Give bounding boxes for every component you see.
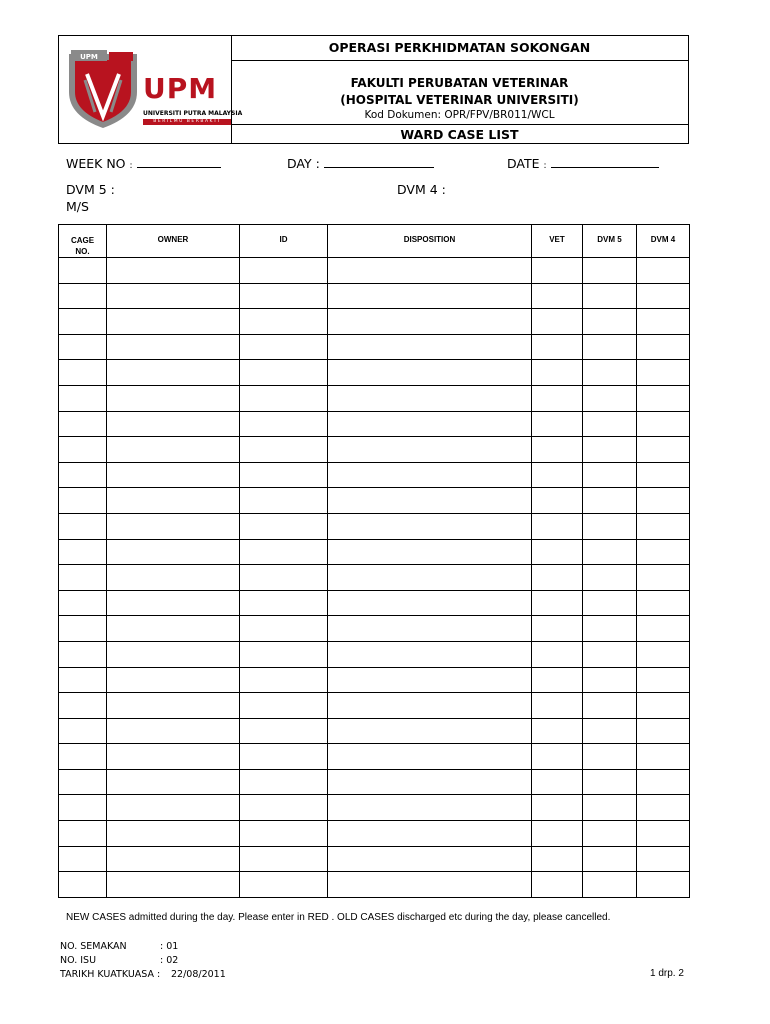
logo-university-name: UNIVERSITI PUTRA MALAYSIA bbox=[143, 110, 243, 117]
table-cell[interactable] bbox=[583, 667, 637, 693]
date-input-line[interactable] bbox=[551, 155, 659, 168]
table-cell[interactable] bbox=[240, 565, 328, 591]
faculty-name: FAKULTI PERUBATAN VETERINAR bbox=[350, 76, 569, 90]
week-input-line[interactable] bbox=[137, 155, 221, 168]
table-cell[interactable] bbox=[107, 565, 240, 591]
table-cell[interactable] bbox=[637, 437, 690, 463]
table-cell[interactable] bbox=[59, 411, 107, 437]
table-row bbox=[59, 385, 690, 411]
table-row bbox=[59, 872, 690, 898]
table-cell[interactable] bbox=[637, 821, 690, 847]
table-cell[interactable] bbox=[240, 693, 328, 719]
table-cell[interactable] bbox=[59, 667, 107, 693]
table-cell[interactable] bbox=[107, 795, 240, 821]
table-cell[interactable] bbox=[59, 872, 107, 898]
table-cell[interactable] bbox=[107, 462, 240, 488]
table-cell[interactable] bbox=[59, 641, 107, 667]
table-cell[interactable] bbox=[59, 590, 107, 616]
table-cell[interactable] bbox=[328, 488, 532, 514]
table-cell[interactable] bbox=[637, 565, 690, 591]
column-header-dvm5: DVM 5 bbox=[583, 225, 637, 258]
table-cell[interactable] bbox=[59, 846, 107, 872]
table-cell[interactable] bbox=[59, 513, 107, 539]
day-label: DAY : bbox=[287, 156, 320, 171]
table-cell[interactable] bbox=[532, 872, 583, 898]
table-cell[interactable] bbox=[240, 462, 328, 488]
isu-value: : 02 bbox=[160, 955, 179, 966]
divider bbox=[231, 124, 688, 125]
table-cell[interactable] bbox=[240, 334, 328, 360]
table-cell[interactable] bbox=[240, 488, 328, 514]
upm-logo bbox=[65, 50, 243, 130]
table-cell[interactable] bbox=[583, 488, 637, 514]
table-cell[interactable] bbox=[532, 744, 583, 770]
table-cell[interactable] bbox=[532, 462, 583, 488]
table-row bbox=[59, 309, 690, 335]
table-cell[interactable] bbox=[583, 411, 637, 437]
table-row bbox=[59, 462, 690, 488]
form-title: WARD CASE LIST bbox=[400, 127, 519, 142]
table-cell[interactable] bbox=[59, 616, 107, 642]
column-header-cage-no: CAGE NO. bbox=[59, 225, 107, 258]
table-row bbox=[59, 437, 690, 463]
table-cell[interactable] bbox=[328, 385, 532, 411]
table-cell[interactable] bbox=[637, 846, 690, 872]
table-cell[interactable] bbox=[532, 283, 583, 309]
table-cell[interactable] bbox=[532, 641, 583, 667]
table-cell[interactable] bbox=[328, 437, 532, 463]
table-cell[interactable] bbox=[328, 693, 532, 719]
table-cell[interactable] bbox=[637, 411, 690, 437]
table-cell[interactable] bbox=[637, 488, 690, 514]
table-cell[interactable] bbox=[59, 360, 107, 386]
logo-motto: BERILMU BERBAKTI bbox=[143, 119, 231, 125]
table-row bbox=[59, 821, 690, 847]
table-cell[interactable] bbox=[328, 513, 532, 539]
table-cell[interactable] bbox=[328, 821, 532, 847]
table-cell[interactable] bbox=[328, 846, 532, 872]
table-cell[interactable] bbox=[59, 795, 107, 821]
table-cell[interactable] bbox=[583, 693, 637, 719]
table-cell[interactable] bbox=[532, 513, 583, 539]
table-cell[interactable] bbox=[637, 744, 690, 770]
table-cell[interactable] bbox=[637, 360, 690, 386]
table-cell[interactable] bbox=[240, 590, 328, 616]
table-cell[interactable] bbox=[328, 411, 532, 437]
table-cell[interactable] bbox=[59, 821, 107, 847]
table-cell[interactable] bbox=[59, 258, 107, 284]
table-cell[interactable] bbox=[328, 872, 532, 898]
table-cell[interactable] bbox=[59, 309, 107, 335]
table-cell[interactable] bbox=[532, 693, 583, 719]
table-cell[interactable] bbox=[107, 258, 240, 284]
table-cell[interactable] bbox=[583, 744, 637, 770]
table-cell[interactable] bbox=[637, 462, 690, 488]
table-cell[interactable] bbox=[583, 769, 637, 795]
table-row bbox=[59, 334, 690, 360]
table-row bbox=[59, 744, 690, 770]
table-cell[interactable] bbox=[637, 590, 690, 616]
document-header bbox=[58, 35, 689, 144]
table-cell[interactable] bbox=[107, 641, 240, 667]
table-cell[interactable] bbox=[107, 539, 240, 565]
table-row bbox=[59, 667, 690, 693]
logo-tag: UPM bbox=[80, 53, 98, 61]
column-header-vet: VET bbox=[532, 225, 583, 258]
table-row bbox=[59, 411, 690, 437]
week-label: WEEK NO bbox=[66, 156, 126, 171]
title-cell bbox=[231, 36, 688, 143]
table-cell[interactable] bbox=[583, 846, 637, 872]
column-header-id: ID bbox=[240, 225, 328, 258]
table-cell[interactable] bbox=[59, 769, 107, 795]
table-cell[interactable] bbox=[328, 641, 532, 667]
table-cell[interactable] bbox=[532, 718, 583, 744]
table-cell[interactable] bbox=[532, 667, 583, 693]
table-cell[interactable] bbox=[583, 565, 637, 591]
table-cell[interactable] bbox=[240, 667, 328, 693]
table-cell[interactable] bbox=[107, 334, 240, 360]
table-cell[interactable] bbox=[583, 590, 637, 616]
table-cell[interactable] bbox=[637, 795, 690, 821]
table-cell[interactable] bbox=[240, 258, 328, 284]
table-cell[interactable] bbox=[59, 283, 107, 309]
table-cell[interactable] bbox=[532, 769, 583, 795]
table-row bbox=[59, 513, 690, 539]
table-cell[interactable] bbox=[240, 411, 328, 437]
table-cell[interactable] bbox=[59, 744, 107, 770]
table-cell[interactable] bbox=[583, 360, 637, 386]
column-header-owner: OWNER bbox=[107, 225, 240, 258]
table-cell[interactable] bbox=[328, 309, 532, 335]
operations-title: OPERASI PERKHIDMATAN SOKONGAN bbox=[328, 40, 591, 55]
table-row bbox=[59, 488, 690, 514]
table-cell[interactable] bbox=[107, 718, 240, 744]
table-cell[interactable] bbox=[532, 385, 583, 411]
table-cell[interactable] bbox=[532, 411, 583, 437]
table-cell[interactable] bbox=[532, 821, 583, 847]
table-cell[interactable] bbox=[240, 385, 328, 411]
table-cell[interactable] bbox=[328, 565, 532, 591]
date-label: DATE bbox=[507, 156, 540, 171]
table-cell[interactable] bbox=[328, 283, 532, 309]
table-cell[interactable] bbox=[240, 539, 328, 565]
tarikh-value: 22/08/2011 bbox=[171, 969, 226, 980]
table-cell[interactable] bbox=[107, 437, 240, 463]
table-cell[interactable] bbox=[107, 385, 240, 411]
table-cell[interactable] bbox=[637, 385, 690, 411]
table-cell[interactable] bbox=[240, 641, 328, 667]
table-cell[interactable] bbox=[637, 641, 690, 667]
tarikh-label: TARIKH KUATKUASA : bbox=[60, 969, 161, 980]
table-cell[interactable] bbox=[107, 309, 240, 335]
table-cell[interactable] bbox=[59, 437, 107, 463]
table-cell[interactable] bbox=[240, 360, 328, 386]
table-cell[interactable] bbox=[637, 616, 690, 642]
column-header-dvm4: DVM 4 bbox=[637, 225, 690, 258]
table-header-row bbox=[59, 225, 690, 258]
table-cell[interactable] bbox=[637, 309, 690, 335]
table-cell[interactable] bbox=[240, 718, 328, 744]
table-row bbox=[59, 641, 690, 667]
table-cell[interactable] bbox=[107, 667, 240, 693]
table-cell[interactable] bbox=[328, 258, 532, 284]
table-cell[interactable] bbox=[107, 411, 240, 437]
table-cell[interactable] bbox=[59, 334, 107, 360]
table-cell[interactable] bbox=[328, 462, 532, 488]
table-cell[interactable] bbox=[583, 616, 637, 642]
table-cell[interactable] bbox=[240, 744, 328, 770]
logo-wordmark: UPM bbox=[143, 72, 218, 105]
table-cell[interactable] bbox=[532, 795, 583, 821]
table-cell[interactable] bbox=[583, 258, 637, 284]
table-cell[interactable] bbox=[328, 718, 532, 744]
table-cell[interactable] bbox=[583, 513, 637, 539]
date-field bbox=[507, 155, 659, 171]
table-cell[interactable] bbox=[583, 334, 637, 360]
table-cell[interactable] bbox=[583, 385, 637, 411]
table-cell[interactable] bbox=[107, 488, 240, 514]
table-cell[interactable] bbox=[107, 616, 240, 642]
table-cell[interactable] bbox=[240, 769, 328, 795]
table-cell[interactable] bbox=[532, 334, 583, 360]
ward-case-table bbox=[58, 224, 690, 898]
table-cell[interactable] bbox=[583, 821, 637, 847]
table-cell[interactable] bbox=[532, 437, 583, 463]
table-cell[interactable] bbox=[532, 565, 583, 591]
table-cell[interactable] bbox=[59, 693, 107, 719]
table-cell[interactable] bbox=[583, 437, 637, 463]
semakan-label: NO. SEMAKAN bbox=[60, 941, 127, 952]
day-input-line[interactable] bbox=[324, 155, 434, 168]
table-row bbox=[59, 769, 690, 795]
table-cell[interactable] bbox=[637, 718, 690, 744]
table-cell[interactable] bbox=[240, 872, 328, 898]
table-row bbox=[59, 718, 690, 744]
table-cell[interactable] bbox=[59, 565, 107, 591]
table-cell[interactable] bbox=[240, 309, 328, 335]
table-cell[interactable] bbox=[532, 616, 583, 642]
table-cell[interactable] bbox=[107, 590, 240, 616]
table-cell[interactable] bbox=[59, 539, 107, 565]
table-cell[interactable] bbox=[328, 590, 532, 616]
table-cell[interactable] bbox=[59, 462, 107, 488]
table-cell[interactable] bbox=[240, 821, 328, 847]
table-row bbox=[59, 539, 690, 565]
table-cell[interactable] bbox=[583, 718, 637, 744]
table-cell[interactable] bbox=[637, 283, 690, 309]
day-field bbox=[287, 155, 434, 171]
table-cell[interactable] bbox=[59, 718, 107, 744]
table-cell[interactable] bbox=[532, 360, 583, 386]
table-cell[interactable] bbox=[532, 539, 583, 565]
divider bbox=[231, 60, 688, 61]
table-cell[interactable] bbox=[532, 590, 583, 616]
table-cell[interactable] bbox=[583, 309, 637, 335]
table-cell[interactable] bbox=[532, 846, 583, 872]
table-cell[interactable] bbox=[583, 283, 637, 309]
table-cell[interactable] bbox=[107, 769, 240, 795]
table-cell[interactable] bbox=[328, 360, 532, 386]
table-cell[interactable] bbox=[328, 334, 532, 360]
table-cell[interactable] bbox=[107, 513, 240, 539]
table-cell[interactable] bbox=[583, 872, 637, 898]
table-row bbox=[59, 693, 690, 719]
table-cell[interactable] bbox=[328, 795, 532, 821]
table-cell[interactable] bbox=[532, 258, 583, 284]
table-cell[interactable] bbox=[637, 513, 690, 539]
table-cell[interactable] bbox=[107, 360, 240, 386]
table-cell[interactable] bbox=[240, 846, 328, 872]
table-cell[interactable] bbox=[637, 334, 690, 360]
table-cell[interactable] bbox=[107, 846, 240, 872]
table-row bbox=[59, 795, 690, 821]
table-row bbox=[59, 846, 690, 872]
table-cell[interactable] bbox=[240, 283, 328, 309]
table-cell[interactable] bbox=[107, 872, 240, 898]
table-row bbox=[59, 590, 690, 616]
table-body bbox=[59, 258, 690, 898]
table-cell[interactable] bbox=[107, 744, 240, 770]
page-number: 1 drp. 2 bbox=[650, 968, 684, 979]
table-row bbox=[59, 616, 690, 642]
isu-label: NO. ISU bbox=[60, 955, 97, 966]
table-cell[interactable] bbox=[107, 693, 240, 719]
table-cell[interactable] bbox=[583, 795, 637, 821]
table-cell[interactable] bbox=[240, 513, 328, 539]
table-cell[interactable] bbox=[637, 539, 690, 565]
table-cell[interactable] bbox=[240, 437, 328, 463]
footer-note: NEW CASES admitted during the day. Please enter in RED . OLD CASES discharged etc during the day, please cancelled. bbox=[66, 912, 611, 923]
table-cell[interactable] bbox=[240, 795, 328, 821]
column-header-disposition: DISPOSITION bbox=[328, 225, 532, 258]
table-cell[interactable] bbox=[637, 258, 690, 284]
dvm5-label: DVM 5 : bbox=[66, 182, 115, 197]
table-cell[interactable] bbox=[107, 821, 240, 847]
table-cell[interactable] bbox=[328, 616, 532, 642]
table-cell[interactable] bbox=[107, 283, 240, 309]
table-cell[interactable] bbox=[532, 309, 583, 335]
table-cell[interactable] bbox=[59, 385, 107, 411]
table-cell[interactable] bbox=[583, 539, 637, 565]
table-cell[interactable] bbox=[328, 744, 532, 770]
table-row bbox=[59, 565, 690, 591]
table-cell[interactable] bbox=[637, 872, 690, 898]
table-cell[interactable] bbox=[328, 539, 532, 565]
hospital-name: (HOSPITAL VETERINAR UNIVERSITI) bbox=[340, 93, 579, 107]
semakan-value: : 01 bbox=[160, 941, 179, 952]
table-row bbox=[59, 360, 690, 386]
table-row bbox=[59, 258, 690, 284]
table-cell[interactable] bbox=[59, 488, 107, 514]
upm-crest-icon bbox=[65, 50, 141, 130]
table-cell[interactable] bbox=[637, 667, 690, 693]
table-cell[interactable] bbox=[240, 616, 328, 642]
date-colon: : bbox=[543, 161, 547, 171]
table-cell[interactable] bbox=[532, 488, 583, 514]
table-cell[interactable] bbox=[637, 693, 690, 719]
table-cell[interactable] bbox=[328, 667, 532, 693]
table-cell[interactable] bbox=[583, 462, 637, 488]
table-cell[interactable] bbox=[637, 769, 690, 795]
week-colon: : bbox=[129, 161, 133, 171]
table-cell[interactable] bbox=[328, 769, 532, 795]
logo-cell bbox=[59, 36, 243, 143]
week-field bbox=[66, 155, 221, 171]
document-code: Kod Dokumen: OPR/FPV/BR011/WCL bbox=[364, 109, 555, 121]
table-cell[interactable] bbox=[583, 641, 637, 667]
ms-label: M/S bbox=[66, 199, 89, 214]
dvm4-label: DVM 4 : bbox=[397, 182, 446, 197]
table-row bbox=[59, 283, 690, 309]
